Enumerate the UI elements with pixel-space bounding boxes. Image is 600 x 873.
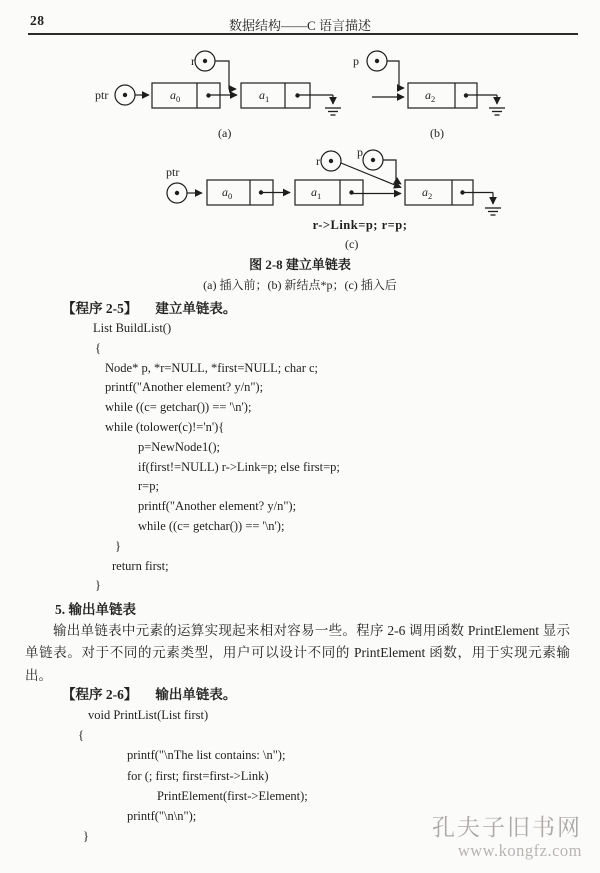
program-tag: 【程序 2-6】: [62, 687, 138, 702]
diagram-c: [166, 145, 501, 251]
code-line: }: [83, 829, 89, 844]
code-line: while ((c= getchar()) == '\n');: [138, 518, 285, 533]
program-2-6-heading: [62, 683, 236, 703]
node-a2-label: $a_2$: [425, 88, 436, 104]
code-line: printf("\n\n");: [127, 808, 197, 823]
pointer-label-p: p: [353, 54, 359, 68]
diagram-a: [95, 51, 341, 140]
node-a0-label: $a_0$: [170, 88, 181, 104]
pointer-dot: [203, 59, 207, 63]
watermark-site-name: 孔夫子旧书网: [432, 815, 582, 840]
code-line: Node* p, *r=NULL, *first=NULL; char c;: [105, 360, 319, 375]
arrow-p-to-a2: [387, 61, 404, 88]
code-line: for (; first; first=first->Link): [127, 768, 269, 783]
watermark: [432, 815, 582, 860]
code-line: while ((c= getchar()) == '\n');: [105, 400, 252, 415]
pointer-label-ptr: ptr: [95, 88, 109, 102]
code-line: {: [78, 728, 84, 743]
program-title: 建立单链表。: [155, 301, 237, 316]
subfigure-label-b: (b): [430, 126, 444, 140]
pointer-label-r: r: [316, 154, 320, 168]
figure-annotation: r->Link=p; r=p;: [312, 218, 408, 232]
header-rule: [28, 33, 578, 35]
ground-icon: [325, 108, 341, 115]
code-line: PrintElement(first->Element);: [157, 788, 308, 803]
pointer-dot: [375, 59, 379, 63]
code-line: if(first!=NULL) r->Link=p; else first=p;: [138, 459, 340, 474]
code-line: List BuildList(): [93, 321, 172, 335]
node-a1-label: $a_1$: [311, 185, 322, 201]
program-2-5-heading: [62, 297, 236, 317]
watermark-site-url: www.kongfz.com: [457, 841, 582, 860]
pointer-label-p: p: [357, 145, 363, 159]
program-title: 输出单链表。: [155, 687, 237, 702]
code-line: printf("Another element? y/n");: [138, 499, 297, 514]
code-line: return first;: [112, 558, 169, 573]
program-tag: 【程序 2-5】: [62, 301, 138, 316]
node-a2-label: $a_2$: [422, 185, 433, 201]
figure-caption: 图 2-8 建立单链表: [249, 257, 351, 272]
body-paragraph: 输出单链表中元素的运算实现起来相对容易一些。程序 2-6 调用函数 PrintElement 显示单链表。对于不同的元素类型，用户可以设计不同的 PrintElement 函数，用于实现元素输出。: [25, 623, 570, 683]
node-a1-label: $a_1$: [259, 88, 270, 104]
arrow-p-to-a2: [383, 160, 401, 184]
arrow-r-to-a1: [215, 61, 236, 89]
pointer-dot: [371, 158, 375, 162]
subfigure-label-c: (c): [345, 237, 359, 251]
code-line: }: [115, 538, 121, 553]
pointer-dot: [123, 93, 127, 97]
running-head-title: 数据结构——C 语言描述: [229, 18, 371, 33]
code-line: printf("\nThe list contains: \n");: [127, 748, 286, 763]
code-line: p=NewNode1();: [138, 439, 221, 454]
section-heading: 5. 输出单链表: [55, 602, 136, 617]
pointer-dot: [329, 159, 333, 163]
arrow-r-to-a2: [341, 163, 401, 188]
code-line: r=p;: [138, 479, 159, 494]
code-line: while (tolower(c)!='n'){: [105, 419, 225, 434]
page-number: 28: [30, 13, 45, 28]
diagram-b: [353, 51, 505, 140]
ground-icon: [489, 108, 505, 115]
node-a0-label: $a_0$: [222, 185, 233, 201]
program-2-5-code: [93, 319, 340, 596]
pointer-label-ptr: ptr: [166, 165, 180, 179]
program-2-6-code: [78, 705, 308, 846]
subfigure-label-a: (a): [218, 126, 232, 140]
ground-icon: [485, 208, 501, 215]
pointer-label-r: r: [191, 54, 195, 68]
pointer-dot: [175, 191, 179, 195]
figure-2-8-diagram: [0, 45, 600, 254]
code-line: printf("Another element? y/n");: [105, 380, 264, 395]
code-line: void PrintList(List first): [88, 708, 209, 722]
code-line: }: [95, 578, 101, 593]
figure-subcaption: (a) 插入前；(b) 新结点*p；(c) 插入后: [203, 278, 397, 292]
code-line: {: [95, 340, 101, 355]
